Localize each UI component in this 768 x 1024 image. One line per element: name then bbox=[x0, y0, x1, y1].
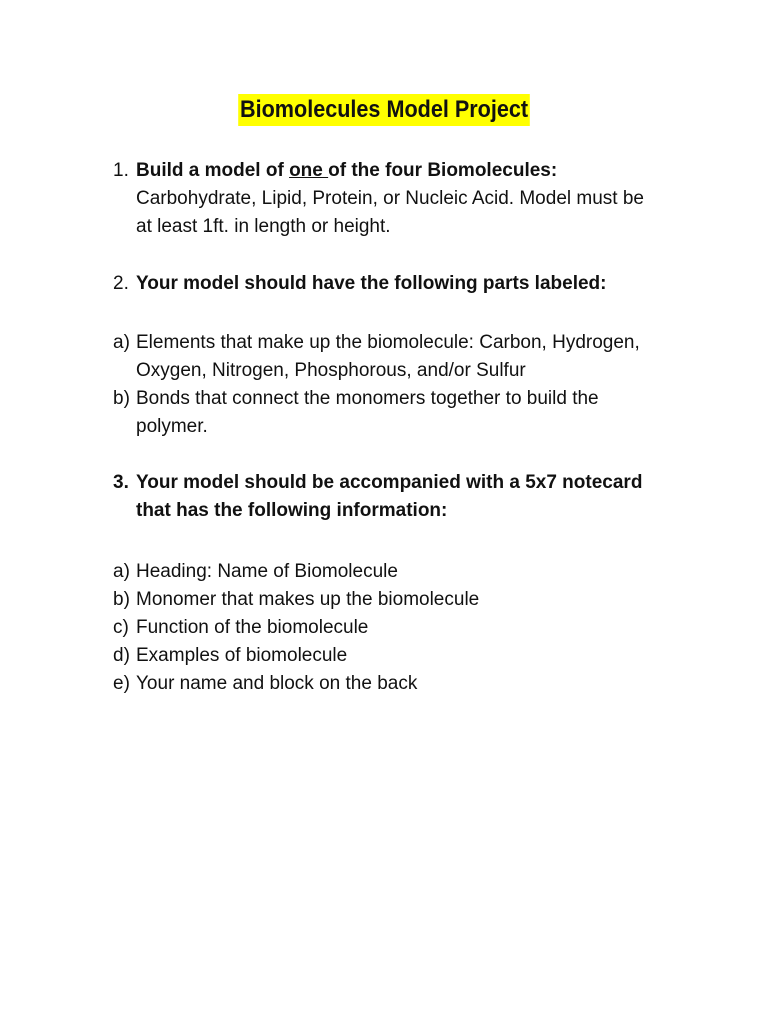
item-2-sub-a-marker: a) bbox=[113, 332, 130, 353]
title-wrapper bbox=[0, 94, 768, 126]
item-1-line-2: Carbohydrate, Lipid, Protein, or Nucleic Acid. Model must be bbox=[136, 188, 644, 209]
item-2-sub-b-line-1: Bonds that connect the monomers together to build the bbox=[136, 388, 599, 409]
item-1-heading-pre: Build a model of bbox=[136, 160, 290, 181]
list-item-marker: e) bbox=[113, 673, 130, 694]
item-2-sub-a bbox=[113, 329, 723, 385]
list-item bbox=[113, 586, 723, 614]
list-item-text: Function of the biomolecule bbox=[136, 617, 369, 638]
item-1 bbox=[113, 157, 723, 241]
list-item-text: Monomer that makes up the biomolecule bbox=[136, 589, 480, 610]
item-1-marker: 1. bbox=[113, 160, 129, 181]
item-2-sub-a-line-1: Elements that make up the biomolecule: Carbon, Hydrogen, bbox=[136, 332, 640, 353]
list-item-text: Examples of biomolecule bbox=[136, 645, 348, 666]
list-item bbox=[113, 558, 723, 586]
list-item bbox=[113, 642, 723, 670]
item-2-sub-b-marker: b) bbox=[113, 388, 130, 409]
list-item-text: Your name and block on the back bbox=[136, 673, 418, 694]
list-item-text: Heading: Name of Biomolecule bbox=[136, 561, 398, 582]
item-1-line-3: at least 1ft. in length or height. bbox=[136, 216, 391, 237]
item-1-heading bbox=[136, 157, 723, 185]
item-1-emphasis: one bbox=[289, 160, 329, 181]
item-3-marker: 3. bbox=[113, 472, 129, 493]
list-item-marker: a) bbox=[113, 561, 130, 582]
item-2-marker: 2. bbox=[113, 273, 129, 294]
item-1-heading-post: of the four Biomolecules: bbox=[328, 160, 558, 181]
item-3-heading-line-1: Your model should be accompanied with a 5x7 notecard bbox=[136, 472, 643, 493]
item-2-heading: Your model should have the following parts labeled: bbox=[136, 273, 607, 294]
item-2-sub-b-line-2: polymer. bbox=[136, 416, 208, 437]
item-2 bbox=[113, 270, 723, 298]
item-2-sub-b bbox=[113, 385, 723, 441]
document-title: Biomolecules Model Project bbox=[238, 94, 530, 126]
list-item-marker: c) bbox=[113, 617, 129, 638]
item-2-sub-a-line-2: Oxygen, Nitrogen, Phosphorous, and/or Sulfur bbox=[136, 360, 526, 381]
list-item-marker: b) bbox=[113, 589, 130, 610]
list-item-marker: d) bbox=[113, 645, 130, 666]
list-item bbox=[113, 670, 723, 698]
item-3 bbox=[113, 469, 723, 525]
list-item bbox=[113, 614, 723, 642]
item-3-heading-line-2: that has the following information: bbox=[136, 500, 448, 521]
item-3-sub-list bbox=[113, 558, 723, 698]
